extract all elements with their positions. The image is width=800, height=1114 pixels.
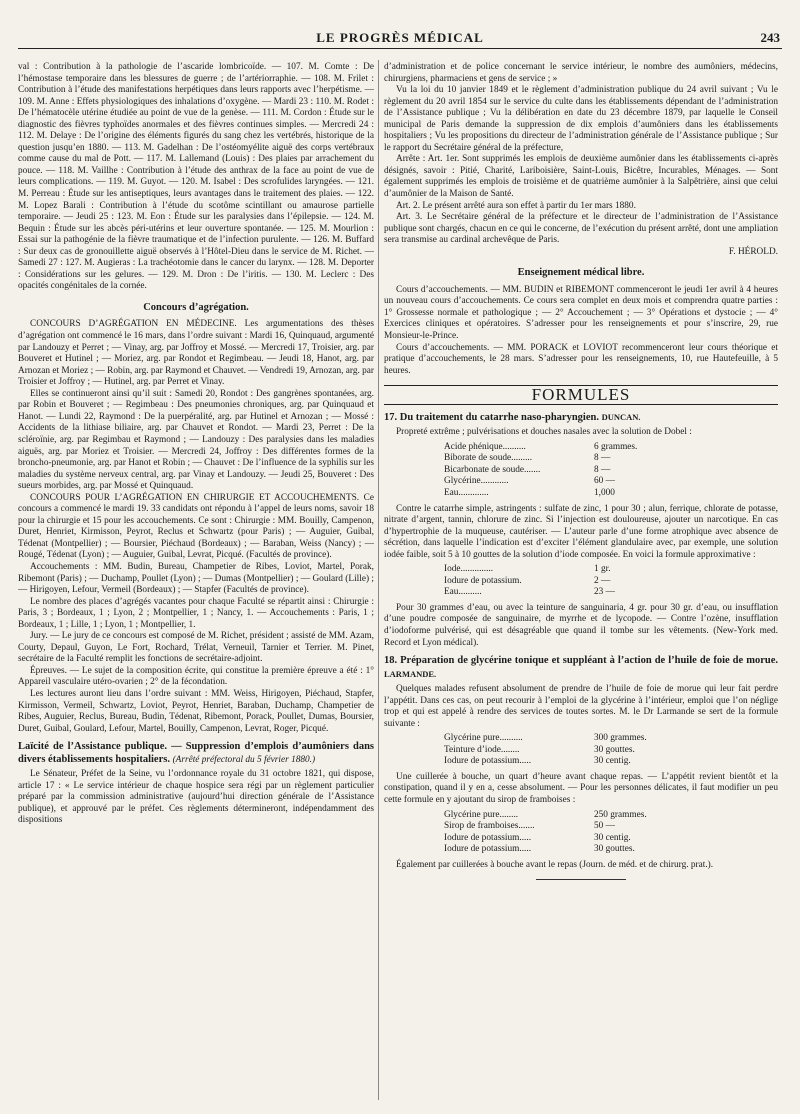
quantity: 1 gr. (594, 564, 611, 575)
signature: F. HÉROLD. (728, 246, 778, 257)
quantity: 30 gouttes. (594, 744, 635, 755)
formula-18-paragraph-2: Une cuillerée à bouche, un quart d’heure avant chaque repas. — L’appétit revient bientôt et la constipation, quand il y en a, cesse absolument. — Pour les personnes délicates, il faut modifier un peu cette formule en y ajoutant du sirop de framboises : (384, 771, 778, 806)
concours-paragraph-1: CONCOURS D’AGRÉGATION EN MÉDECINE. Les argumentations des thèses d’agrégation ont commencé le 16 mars, dans l’ordre suivant : Mardi 16, Quinquaud, argumenté par Landouzy et Perret ; — Vinay, arg. par Joffroy et Mossé. — Mercredi 17, Troisier, arg. par Bouveret et Hutinel ; — Moriez, arg. par Rondot et Regimbeau. — Jeudi 18, Hanot, arg. par Arnozan et Moriez ; — Robin, arg. par Raymond et Chauvet. — Vendredi 19, Arnozan, arg. par Troisier et Joffroy ; — Hutinel, arg. par Perret et Vinay. (18, 319, 374, 388)
recipe-row (444, 821, 664, 833)
ingredient: Glycérine pure.......... (444, 733, 523, 744)
ingredient: Iodure de potassium..... (444, 756, 532, 767)
quantity: 30 gouttes. (594, 844, 635, 855)
recipe-row (444, 476, 664, 488)
recipe-row (444, 810, 664, 822)
concours-paragraph-7: Épreuves. — Le sujet de la composition écrite, qui constitue la première épreuve a été : 1° Appareil vasculaire utéro-ovarien ; 2° de la fécondation. (18, 665, 374, 688)
formula-18-paragraph-1: Quelques malades refusent absolument de prendre de l’huile de foie de morue qui leur fait perdre l’appétit. Dans ces cas, on peut recourir à l’emploi de la glycérine à l’intérieur, emploi que l’on néglige trop et qui est appelé à rendre des services de toutes sortes. M. le Dr Larmande se sert de la formule suivante : (384, 684, 778, 729)
recipe-row (444, 733, 664, 745)
left-column (18, 62, 374, 1102)
formula-18-heading (384, 655, 778, 681)
recipe-row (444, 465, 664, 477)
laicite-subtitle: (Arrêté préfectoral du 5 février 1880.) (172, 754, 316, 765)
quantity: 30 centig. (594, 756, 631, 767)
laicite-article-2: Art. 2. Le présent arrêté aura son effet à partir du 1er mars 1880. (396, 200, 636, 211)
ingredient: Acide phénique.......... (444, 441, 526, 452)
ingredient: Iodure de potassium..... (444, 832, 532, 843)
quantity: 300 grammes. (594, 733, 647, 744)
quantity: 1,000 (594, 488, 615, 498)
laicite-article-1: Arrête : Art. 1er. Sont supprimés les emplois de deuxième aumônier dans les établissements ci-après désignés, savoir : Pitié, Charité, Lariboisière, Saint-Louis, Bicêtre, Incurables, Ménages. — Sont également supprimés les emplois de troisième et de quatrième aumônier à la Salpêtrière, ainsi que celui d’aumônier de la Maison de Santé. (384, 154, 778, 200)
recipe-row (444, 576, 664, 588)
ingredient: Bicarbonate de soude....... (444, 464, 541, 475)
quantity: 8 — (594, 464, 611, 475)
formula-17-author: DUNCAN. (601, 411, 641, 422)
concours-heading: Concours d’agrégation. (143, 301, 249, 313)
column-divider (378, 60, 379, 1100)
laicite-continued-1: d’administration et de police concernant le service intérieur, le nombre des aumôniers, médecins, chirurgiens, pharmaciens et gens de service ; » (384, 62, 778, 84)
ingredient: Sirop de framboises....... (444, 821, 535, 832)
recipe-row (444, 453, 664, 465)
ingredient: Eau.......... (444, 587, 482, 598)
recipe-row (444, 587, 664, 599)
enseignement-heading: Enseignement médical libre. (517, 267, 645, 279)
ingredient: Glycérine............ (444, 476, 509, 487)
ingredient: Glycérine pure........ (444, 809, 519, 820)
quantity: 50 — (594, 821, 615, 832)
formula-18-author: LARMANDE. (384, 668, 437, 679)
recipe-row (444, 833, 664, 845)
running-head (18, 26, 782, 49)
laicite-paragraph: Le Sénateur, Préfet de la Seine, vu l’ordonnance royale du 31 octobre 1821, qui dispose, article 17 : « Le service intérieur de chaque hospice sera régi par un règlement particulier préparé par la commission administrative (aujourd’hui direction générale de l’Assistance publique), et approuvé par le préfet. Ces règlements détermineront, indépendamment des dispositions (18, 769, 374, 826)
recipe-row (444, 745, 664, 757)
quantity: 6 grammes. (594, 441, 638, 452)
laicite-article-3: Art. 3. Le Secrétaire général de la préfecture et le directeur de l’administration de l’Assistance publique sont chargés, chacun en ce qui le concerne, de l’exécution du présent arrêté, dont une ampliation sera transmise au cardinal archevêque de Paris. (384, 212, 778, 246)
ingredient: Iodure de potassium. (444, 575, 522, 586)
thesis-list-paragraph: val : Contribution à la pathologie de l’ascaride lombricoïde. — 107. M. Comte : De l’hémostase temporaire dans les blessures de guerre ; de l’artériorraphie. — 108. M. Frilet : Contribution à l’étude des manifestations herpétiques dans leurs rapports avec l’herpétisme. — 109. M. Anne : Effets physiologiques des inhalations d’oxygène. — Mardi 23 : 110. M. Rodet : De l’hématocèle utérine étudiée au point de vue de la genèse. — 111. M. Cordon : Étude sur le diagnostic des fièvres typhoïdes anormales et des fièvres continues simples. — Mercredi 24 : 112. M. Delaye : De l’origine des éléments figurés du sang chez les vertébrés, historique de la question jusqu’en 1880. — 113. M. Gadelhan : De l’ostéomyélite aiguë des corps vertébraux comme cause du mal de Pott. — 117. M. Lallemand (Louis) : Des plaies par arrachement du pouce. — 118. M. Vaillhe : Contribution à l’étude des anthrax de la face au point de vue de leurs complications. — 119. M. Guyot. — 120. M. Isabel : Des scrofulides laryngées. — 121. M. Perreau : Étude sur les antiseptiques, leurs avantages dans le traitement des plaies. — 122. M. Lopez Barali : Contribution à l’étude du scotôme scintillant ou amaurose partielle temporaire. — Jeudi 25 : 123. M. Eon : Étude sur les paralysies dans l’épilepsie. — 124. M. Bequin : Étude sur les abcès péri-utérins et leur ouverture spontanée. — 125. M. Mourlion : Essai sur la pathogénie de la fièvre traumatique et de l’infection purulente. — 126. M. Buffard : Sur deux cas de gronouillette aiguë observés à l’Hôtel-Dieu dans le service de M. Richet. — Samedi 27 : 127. M. Augieras : La trachéotomie dans le cancer du larynx. — 128. M. Deporter : Considérations sur les gelures. — 129. M. Dron : De l’iritis. — 130. M. Leclerc : Des opacités congénitales de la cornée. (18, 62, 374, 292)
recipe-row (444, 844, 664, 856)
right-column (384, 62, 778, 1102)
concours-paragraph-5: Le nombre des places d’agrégés vacantes pour chaque Faculté se répartit ainsi : Chirurgie : Paris, 3 ; Bordeaux, 1 ; Lyon, 2 ; Montpellier, 1 ; Nancy, 1. — Accouchements : Paris, 1 ; Bordeaux, 1 ; Lille, 1 ; Lyon, 1 ; Montpellier, 1. (18, 596, 374, 630)
formula-17-paragraph-1: Contre le catarrhe simple, astringents : sulfate de zinc, 1 pour 30 ; alun, ferrique, chlorate de potasse, nitrate d’argent, tannin, chlorure de zinc. Si l’injection est douloureuse, ajouter un narcotique. En cas d’hypertrophie de la muqueuse, cautériser. — L’auteur parle d’une forme atrophique avec absence de sécrétion, dans laquelle l’indication est d’exciter l’élément glandulaire avec, par exemple, une solution iodée faible, soit 5 à 10 gouttes de la solution d’iode composée. En voici la formule approximative : (384, 503, 778, 560)
formula-18-recipe (444, 733, 664, 768)
quantity: 2 — (594, 575, 611, 586)
enseignement-paragraph-1: Cours d’accouchements. — MM. BUDIN et RIBEMONT commenceront le jeudi 1er avril à 4 heures un nouveau cours d’accouchements. Ce cours sera complet en deux mois et comprendra quatre parties : 1° Grossesse normale et pathologique ; — 2° Accouchement ; — 3° Opérations et dystocie ; — 4° Exercices cliniques et opératoires. S’adresser pour les renseignements et pour s’inscrire, 29, rue Monsieur-le-Prince. (384, 284, 778, 342)
recipe-row (444, 442, 664, 454)
page-number: 243 (760, 30, 780, 45)
formula-17-heading (384, 411, 778, 425)
concours-paragraph-2: Elles se continueront ainsi qu’il suit : Samedi 20, Rondot : Des gangrènes spontanées, arg. par Robin et Bouveret ; — Regimbeau : Des pneumonies chroniques, arg. par Quinquaud et Hanot. — Lundi 22, Raymond : De la puerpéralité, arg. par Hutinel et Arnozan ; — Mossé : Accidents de la lithiase biliaire, arg. par Chauvet et Rondot. — Mardi 23, Perret : De la scléroïnie, arg. par Regimbau et Raymond ; — Landouzy : Des paralysies dans les maladies aiguës, arg. par Moriez et Troisier. — Mercredi 24, Joffroy : Des différentes formes de la broncho-pneumonie, arg. par Hanot et Robin ; — Chauvet : De l’influence de la syphilis sur les maladies du système nerveux central, arg. par Vinay et Landouzy. — Jeudi 25, Bouveret : Des sueurs morbides, arg. par Mossé et Quinquaud. (18, 388, 374, 492)
quantity: 8 — (594, 453, 611, 464)
concours-paragraph-8: Les lectures auront lieu dans l’ordre suivant : MM. Weiss, Hirigoyen, Piéchaud, Stapfer, Kirmisson, Vermeil, Schwartz, Loviot, Peyrot, Henriet, Baraban, Duchamp, Champetier de Ribes, Auguier, Reclus, Bureau, Budin, Tédenat, Ribemont, Porack, Poullet, Dumas, Boursier, Duret, Guibal, Goulard, Lefour, Martel, Bouilly, Campenon, Levrat, Roger, Picqué. (18, 688, 374, 734)
concours-paragraph-6: Jury. — Le jury de ce concours est composé de M. Richet, président ; assisté de MM. Azam, Courty, Depaul, Guyon, Le Fort, Rochard, Trélat, Verneuil, Tarnier et Terrier. M. Pinet, secrétaire de la Faculté remplit les fonctions de secrétaire-adjoint. (18, 631, 374, 665)
quantity: 30 centig. (594, 832, 631, 843)
concours-paragraph-3: CONCOURS POUR L’AGRÉGATION EN CHIRURGIE ET ACCOUCHEMENTS. Ce concours a commencé le mardi 19. 33 candidats ont répondu à l’appel de leurs noms, savoir 18 pour la chirurgie et 15 pour les accouchements. Ce sont : Chirurgie : MM. Bouilly, Campenon, Duret, Henriet, Kirmisson, Peyrot, Reclus et Schwartz (pour Paris) ; — Auguier, Guibal, Tédenat (Montpellier) ; — Boursier, Piéchaud (Bordeaux) ; — Baraban, Weiss (Nancy) ; — Rougé, Tédenat (Lyon) ; — Auguier, Guibal, Levrat, Picqué. (Facultés de province). (18, 492, 374, 561)
formula-17-intro: Propreté extrême ; pulvérisations et douches nasales avec la solution de Dobel : (396, 427, 692, 438)
concours-paragraph-4: Accouchements : MM. Budin, Bureau, Champetier de Ribes, Loviot, Martel, Porak, Ribemont (Paris) ; — Duchamp, Poullet (Lyon) ; — Dumas (Montpellier) ; — Goulard (Lille) ; — Hirigoyen, Lefour, Vermeil (Bordeaux) ; — Stapfer (Facultés de province). (18, 561, 374, 596)
formula-18-title: 18. Préparation de glycérine tonique et suppléant à l’action de l’huile de foie de morue. (384, 655, 778, 667)
formula-18-paragraph-3: Également par cuillerées à bouche avant le repas (Journ. de méd. et de chirurg. prat.). (396, 859, 714, 870)
ingredient: Biborate de soude......... (444, 453, 533, 464)
quantity: 60 — (594, 476, 615, 487)
ingredient: Eau............. (444, 488, 489, 498)
quantity: 250 grammes. (594, 809, 647, 820)
formula-17-paragraph-2: Pour 30 grammes d’eau, ou avec la teinture de sanguinaria, 4 gr. pour 30 gr. d’eau, ou insufflation d’une poudre composée de sanguinaire, de myrrhe et de lycopode. — Contre l’ozène, insufflation d’iodoforme pulvérisé, qui est désagréable que quand il tombe sur les vêtements. (New-York med. Record et Lyon médical). (384, 602, 778, 648)
formula-17-title: 17. Du traitement du catarrhe naso-pharyngien. (384, 411, 599, 423)
recipe-row (444, 564, 664, 576)
recipe-row (444, 756, 664, 768)
formula-18-recipe-2 (444, 810, 664, 856)
formula-17-recipe-2 (444, 564, 664, 599)
ingredient: Iode.............. (444, 564, 494, 575)
quantity: 23 — (594, 587, 615, 598)
journal-title: LE PROGRÈS MÉDICAL (316, 30, 484, 45)
end-rule (536, 879, 626, 880)
laicite-continued-2: Vu la loi du 10 janvier 1849 et le règlement d’administration publique du 24 avril suivant ; Vu le règlement du 20 avril 1854 sur le service du culte dans les établissements dépendant de l’administration de l’Assistance publique ; Vu la délibération en date du 23 décembre 1879, par laquelle le Conseil municipal de Paris demande la suppression de dix emplois d’aumôniers dans les établissements hospitaliers ; Vu les propositions du directeur de l’administration générale de l’Assistance publique ; Sur le rapport du Secrétaire général de la préfecture, (384, 85, 778, 153)
enseignement-paragraph-2: Cours d’accouchements. — MM. PORACK et LOVIOT recommenceront leur cours théorique et pratique d’accouchements, le 28 mars. S’adresser pour les renseignements, 10, rue Hautefeuille, à 5 heures. (384, 342, 778, 376)
laicite-title: Laïcité de l’Assistance publique. — Suppression d’emplois d’aumôniers dans divers établissements hospitaliers. (18, 741, 374, 765)
ingredient: Iodure de potassium..... (444, 844, 532, 855)
laicite-heading (18, 741, 374, 766)
formula-17-recipe (444, 442, 664, 500)
formules-heading: FORMULES (384, 385, 778, 405)
ingredient: Teinture d’iode........ (444, 744, 520, 755)
recipe-row (444, 488, 664, 500)
